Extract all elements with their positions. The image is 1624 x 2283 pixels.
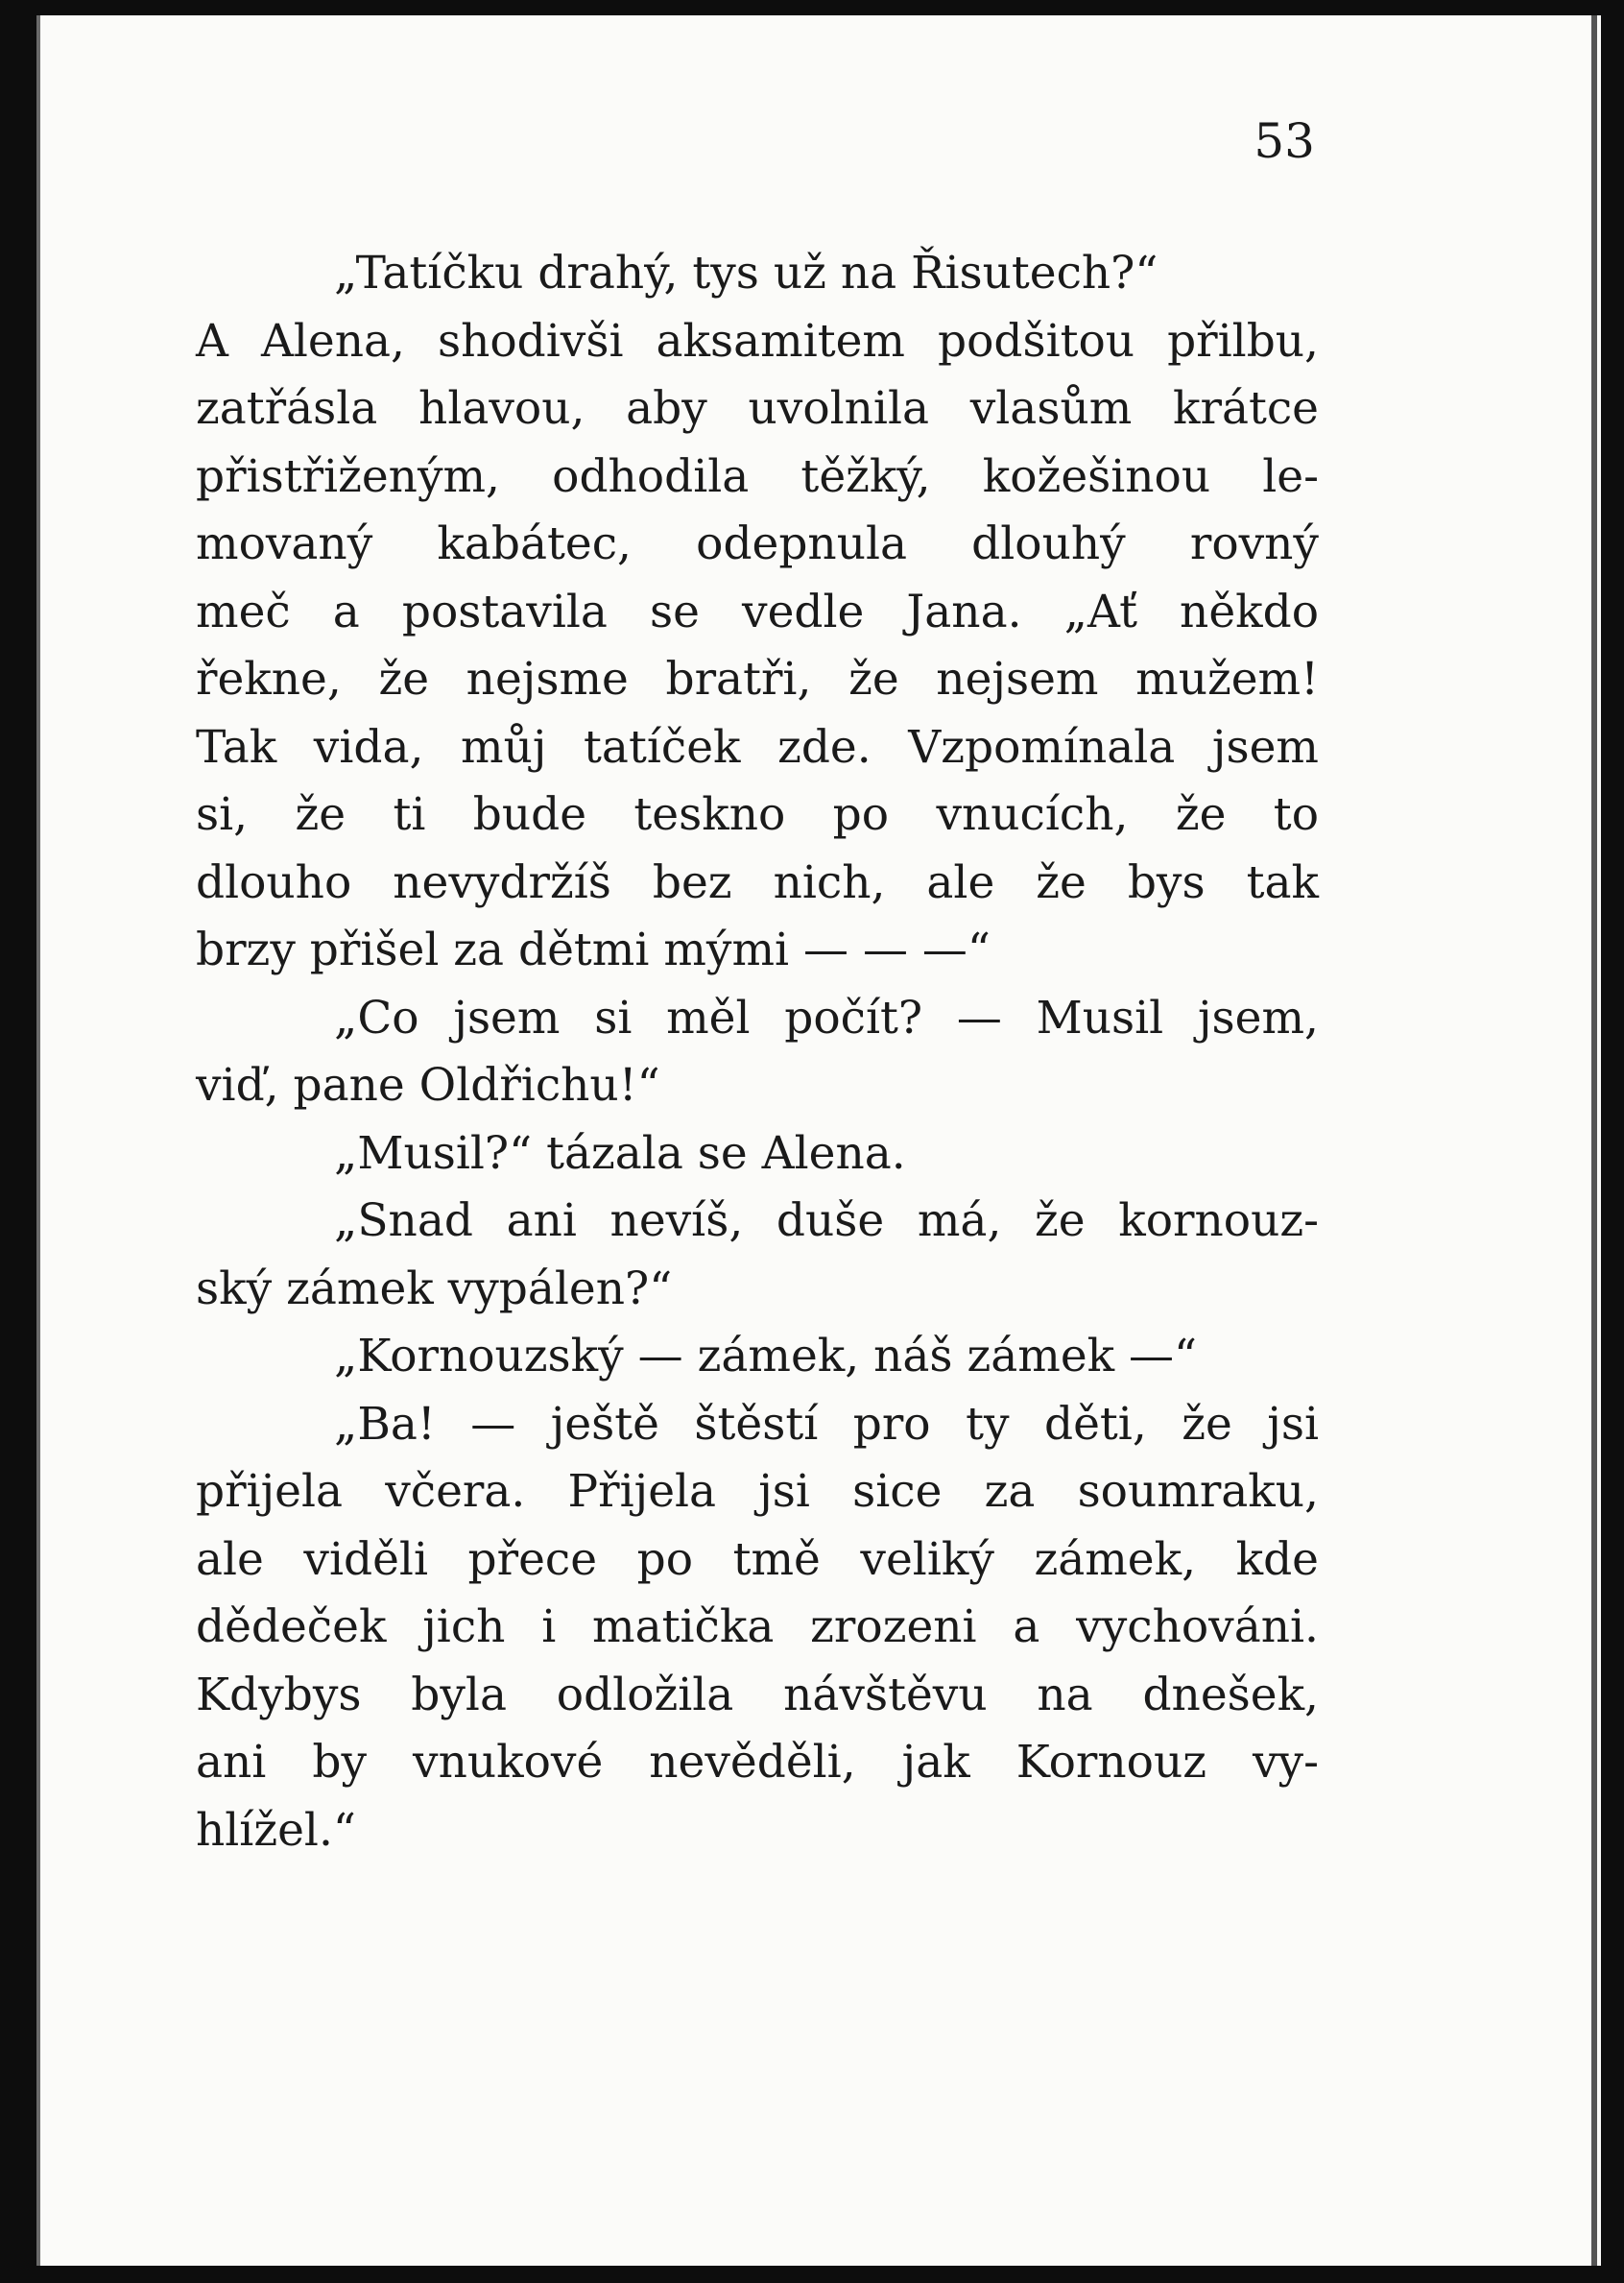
text-line: A Alena, shodivši aksamitem podšitou přilbu, (196, 314, 1319, 368)
text-line: „Ba! — ještě štěstí pro ty děti, že jsi (334, 1397, 1319, 1451)
scan-left-edge-line (36, 15, 40, 2283)
text-line: brzy přišel za dětmi mými — — —“ (196, 924, 991, 976)
text-line: řekne, že nejsme bratři, že nejsem mužem! (196, 653, 1319, 706)
text-line: Kdybys byla odložila návštěvu na dnešek, (196, 1668, 1319, 1721)
text-line: „Co jsem si měl počít? — Musil jsem, (334, 991, 1319, 1045)
text-line: Tak vida, můj tatíček zde. Vzpomínala jsem (196, 720, 1319, 774)
scan-top-border (0, 0, 1624, 15)
text-line: dlouho nevydržíš bez nich, ale že bys tak (196, 855, 1319, 909)
text-line: ský zámek vypálen?“ (196, 1262, 673, 1315)
text-line: movaný kabátec, odepnula dlouhý rovný (196, 517, 1319, 570)
scan-left-border (0, 0, 36, 2283)
scan-right-edge-line (1591, 15, 1597, 2266)
page-number: 53 (1254, 113, 1315, 169)
scan-right-border (1601, 0, 1624, 2283)
text-line: přistřiženým, odhodila těžký, kožešinou le- (196, 449, 1319, 503)
text-line: „Tatíčku drahý, tys už na Řisutech?“ (334, 247, 1158, 300)
text-line: si, že ti bude teskno po vnucích, že to (196, 788, 1319, 841)
text-line: přijela včera. Přijela jsi sice za soumraku, (196, 1465, 1319, 1518)
text-line: ale viděli přece po tmě veliký zámek, kde (196, 1532, 1319, 1586)
text-line: dědeček jich i matička zrozeni a vychováni. (196, 1600, 1319, 1653)
text-line: ani by vnukové nevěděli, jak Kornouz vy- (196, 1736, 1319, 1789)
text-line: meč a postavila se vedle Jana. „Ať někdo (196, 585, 1319, 638)
text-line: zatřásla hlavou, aby uvolnila vlasům krátce (196, 382, 1319, 435)
scan-bottom-border (0, 2266, 1624, 2283)
text-line: „Musil?“ tázala se Alena. (334, 1126, 906, 1180)
text-line: „Snad ani nevíš, duše má, že kornouz- (334, 1194, 1319, 1247)
text-line: „Kornouzský — zámek, náš zámek —“ (334, 1330, 1198, 1382)
body-text (196, 240, 1319, 1864)
text-line: viď, pane Oldřichu!“ (196, 1059, 660, 1112)
text-line: hlížel.“ (196, 1803, 356, 1857)
